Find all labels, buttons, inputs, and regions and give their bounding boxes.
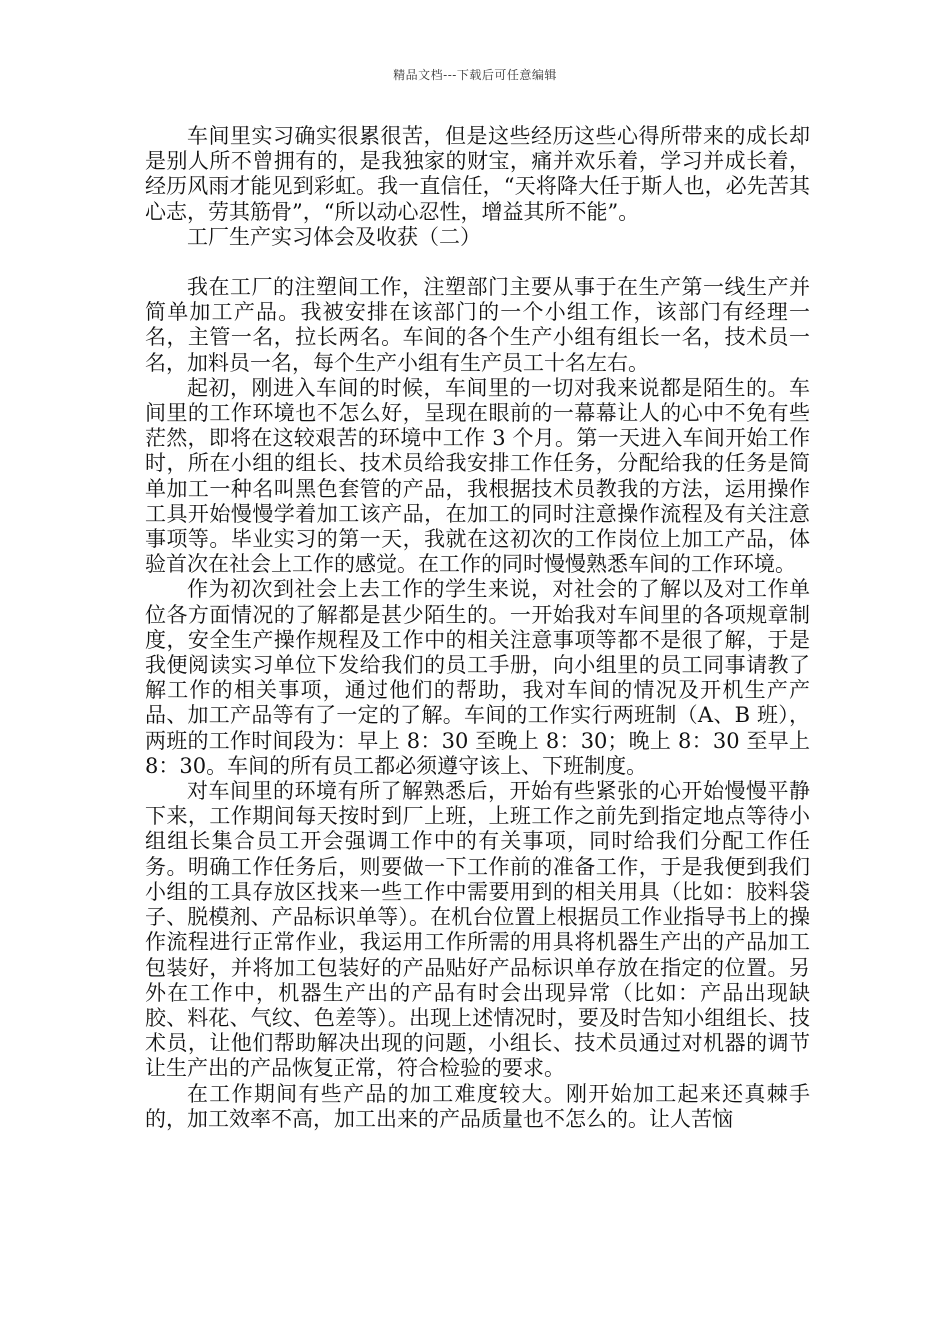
paragraph-difficulty: 在工作期间有些产品的加工难度较大。刚开始加工起来还真棘手的，加工效率不高，加工出来的产品质量也不怎么的。让人苦恼 (145, 1081, 810, 1131)
paragraph-learning-rules: 作为初次到社会上去工作的学生来说，对社会的了解以及对工作单位各方面情况的了解都是甚少陌生的。一开始我对车间里的各项规章制度，安全生产操作规程及工作中的相关注意事项等都不是很了解，于是我便阅读实习单位下发给我们的员工手册，向小组里的员工同事请教了解工作的相关事项，通过他们的帮助，我对车间的情况及开机生产产品、加工产品等有了一定的了解。车间的工作实行两班制（A、B 班），两班的工作时间段为：早上 8：30 至晚上 8：30；晚上 8：30 至早上 8：30。车间的所有员工都必须遵守该上、下班制度。 (145, 577, 810, 778)
paragraph-first-day: 起初，刚进入车间的时候，车间里的一切对我来说都是陌生的。车间里的工作环境也不怎么好，呈现在眼前的一幕幕让人的心中不免有些茫然，即将在这较艰苦的环境中工作 3 个月。第一天进入车间开始工作时，所在小组的组长、技术员给我安排工作任务，分配给我的任务是简单加工一种名叫黑色套管的产品，我根据技术员教我的方法，运用操作工具开始慢慢学着加工该产品，在加工的同时注意操作流程及有关注意事项等。毕业实习的第一天，我就在这初次的工作岗位上加工产品，体验首次在社会上工作的感觉。在工作的同时慢慢熟悉车间的工作环境。 (145, 375, 810, 577)
document-body (145, 124, 810, 1132)
page-header: 精品文档---下载后可任意编辑 (393, 68, 557, 82)
paragraph-department: 我在工厂的注塑间工作，注塑部门主要从事于在生产第一线生产并简单加工产品。我被安排在该部门的一个小组工作，该部门有经理一名，主管一名，拉长两名。车间的各个生产小组有组长一名，技术员一名，加料员一名，每个生产小组有生产员工十名左右。 (145, 275, 810, 375)
section-title: 工厂生产实习体会及收获（二） (187, 224, 481, 249)
paragraph-daily-work: 对车间里的环境有所了解熟悉后，开始有些紧张的心开始慢慢平静下来，工作期间每天按时到厂上班，上班工作之前先到指定地点等待小组组长集合员工开会强调工作中的有关事项，同时给我们分配工作任务。明确工作任务后，则要做一下工作前的准备工作，于是我便到我们小组的工具存放区找来一些工作中需要用到的相关用具（比如：胶料袋子、脱模剂、产品标识单等）。在机台位置上根据员工作业指导书上的操作流程进行正常作业，我运用工作所需的用具将机器生产出的产品加工包装好，并将加工包装好的产品贴好产品标识单存放在指定的位置。另外在工作中，机器生产出的产品有时会出现异常（比如：产品出现缺胶、料花、气纹、色差等）。出现上述情况时，要及时告知小组组长、技术员，让他们帮助解决出现的问题，小组长、技术员通过对机器的调节让生产出的产品恢复正常，符合检验的要求。 (145, 779, 810, 1081)
paragraph-intro: 车间里实习确实很累很苦，但是这些经历这些心得所带来的成长却是别人所不曾拥有的，是我独家的财宝，痛并欢乐着，学习并成长着，经历风雨才能见到彩虹。我一直信任，“天将降大任于斯人也，必先苦其心志，劳其筋骨”，“所以动心忍性，增益其所不能”。 (145, 124, 810, 224)
paragraph-spacer (145, 250, 810, 275)
